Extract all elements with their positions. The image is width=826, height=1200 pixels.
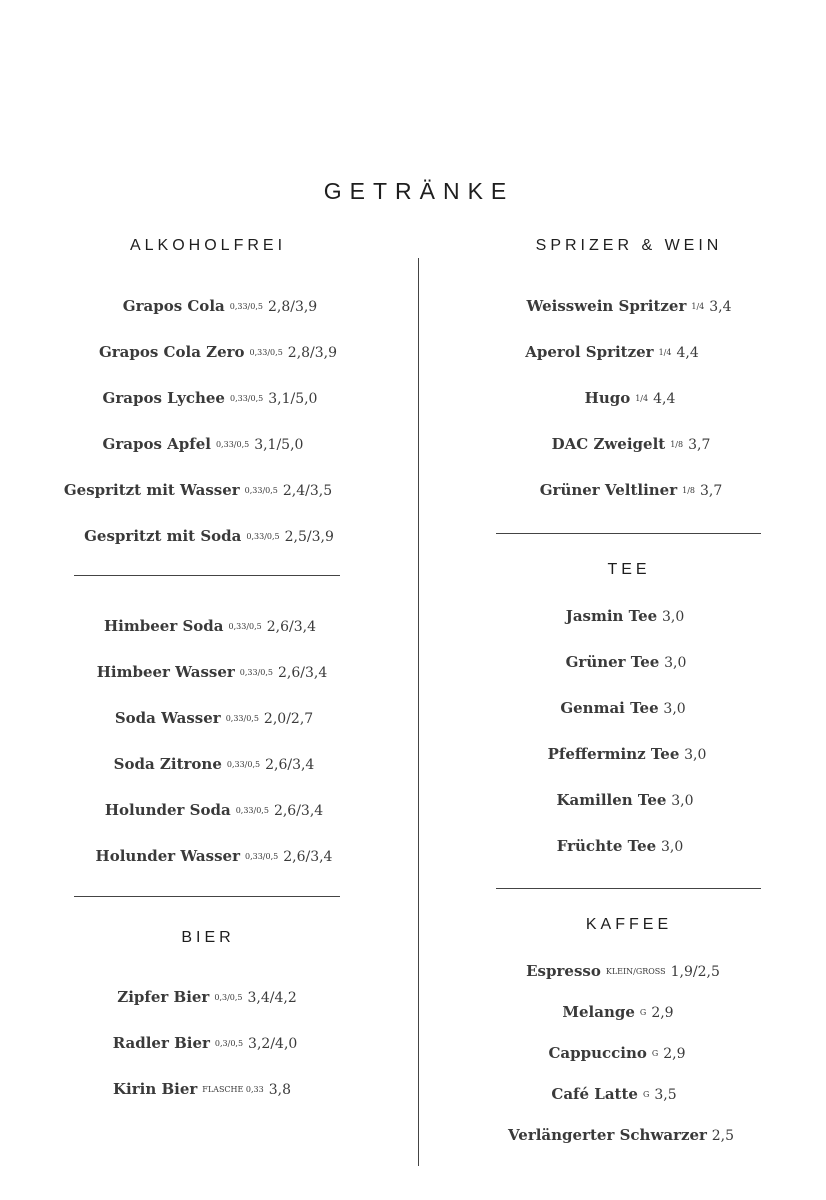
item-name: Aperol Spritzer: [525, 343, 654, 361]
item-name: Soda Wasser: [114, 709, 221, 727]
menu-item: [105, 800, 323, 821]
item-volume: 0,33/0,5: [226, 760, 261, 769]
heading-sprizer-wein: SPRIZER & WEIN: [535, 237, 723, 254]
item-price: 2,6/3,4: [283, 849, 333, 865]
item-name: Holunder Soda: [104, 801, 231, 819]
menu-item: [548, 1043, 685, 1064]
menu-item: [525, 342, 698, 363]
item-price: 3,0: [671, 793, 694, 809]
item-price: 3,1/5,0: [254, 437, 304, 453]
menu-item: [96, 846, 333, 867]
item-price: 3,0: [663, 701, 686, 717]
item-price: 3,4/4,2: [247, 990, 297, 1006]
item-name: Himbeer Wasser: [96, 663, 235, 681]
item-name: Melange: [562, 1003, 635, 1021]
item-price: 2,6/3,4: [265, 757, 315, 773]
item-price: 1,9/2,5: [670, 964, 720, 980]
item-volume: 0,33/0,5: [244, 852, 279, 861]
item-volume: FLASCHE 0,33: [202, 1085, 264, 1094]
menu-item: [540, 480, 723, 501]
item-volume: 0,33/0,5: [215, 440, 250, 449]
menu-item: [103, 434, 304, 455]
item-name: Verlängerter Schwarzer: [508, 1126, 707, 1144]
item-price: 2,5: [711, 1128, 734, 1144]
item-price: 2,6/3,4: [278, 665, 328, 681]
item-name: Espresso: [526, 962, 601, 980]
item-volume: 1/4: [635, 394, 649, 403]
item-price: 3,0: [660, 839, 684, 855]
item-name: Weisswein Spritzer: [526, 297, 687, 315]
menu-item: [123, 296, 317, 317]
menu-item: [551, 1084, 676, 1105]
item-name: Grüner Veltliner: [539, 481, 678, 499]
divider-left-2: [74, 896, 340, 897]
item-price: 2,5/3,9: [284, 529, 334, 545]
item-price: 3,7: [699, 483, 723, 499]
item-price: 3,4: [709, 299, 732, 315]
item-name: Cappuccino: [548, 1044, 647, 1062]
item-volume: 0,33/0,5: [229, 302, 263, 311]
heading-kaffee: KAFFEE: [585, 916, 673, 933]
item-price: 3,1/5,0: [268, 391, 318, 407]
item-volume: 0,33/0,5: [225, 714, 259, 723]
menu-item: [113, 1079, 291, 1100]
menu-item: [103, 388, 318, 409]
menu-item: [566, 606, 685, 627]
item-name: Grapos Apfel: [102, 435, 211, 453]
menu-item: [526, 961, 720, 982]
item-volume: 0,33/0,5: [235, 806, 269, 815]
heading-alkoholfrei: ALKOHOLFREI: [129, 237, 287, 254]
item-name: Genmai Tee: [560, 699, 659, 717]
divider-right-2: [496, 888, 761, 889]
item-name: Café Latte: [551, 1085, 638, 1103]
heading-bier: BIER: [181, 929, 235, 946]
item-volume: 1/4: [691, 302, 705, 311]
item-name: Gespritzt mit Soda: [84, 527, 242, 545]
item-name: Himbeer Soda: [104, 617, 224, 635]
item-volume: G: [639, 1008, 647, 1017]
menu-item: [115, 708, 313, 729]
item-volume: 1/8: [670, 440, 684, 449]
item-price: 2,4/3,5: [282, 483, 333, 499]
menu-item: [557, 836, 684, 857]
item-volume: 0,3/0,5: [214, 993, 243, 1002]
item-price: 3,0: [662, 609, 685, 625]
item-name: Grapos Cola Zero: [98, 343, 245, 361]
menu-item: [104, 616, 316, 637]
item-volume: G: [651, 1049, 659, 1058]
item-volume: 0,33/0,5: [229, 394, 264, 403]
menu-item: [64, 480, 332, 501]
item-price: 2,0/2,7: [263, 711, 314, 727]
menu-item: [113, 1033, 298, 1054]
item-price: 2,8/3,9: [267, 299, 318, 315]
item-volume: 0,3/0,5: [214, 1039, 244, 1048]
menu-item: [99, 342, 337, 363]
item-price: 4,4: [653, 391, 676, 407]
menu-item: [527, 296, 732, 317]
item-price: 2,8/3,9: [287, 345, 338, 361]
item-name: Gespritzt mit Wasser: [63, 481, 240, 499]
item-price: 2,9: [651, 1005, 674, 1021]
item-price: 2,6/3,4: [266, 619, 316, 635]
item-name: Hugo: [584, 389, 631, 407]
item-volume: 0,33/0,5: [239, 668, 274, 677]
menu-item: [84, 526, 334, 547]
item-volume: 0,33/0,5: [249, 348, 283, 357]
item-name: Grüner Tee: [565, 653, 660, 671]
item-name: Früchte Tee: [556, 837, 657, 855]
item-name: Kamillen Tee: [556, 791, 667, 809]
menu-item: [97, 662, 328, 683]
item-price: 4,4: [676, 345, 699, 361]
item-price: 3,7: [688, 437, 711, 453]
column-divider: [418, 258, 419, 1166]
item-name: Zipfer Bier: [117, 988, 210, 1006]
item-price: 2,6/3,4: [273, 803, 324, 819]
item-name: Pfefferminz Tee: [547, 745, 680, 763]
divider-right-1: [496, 533, 761, 534]
item-volume: KLEIN/GROSS: [605, 967, 666, 976]
menu-item: [508, 1125, 734, 1146]
item-price: 3,0: [684, 747, 707, 763]
menu-item: [552, 434, 711, 455]
item-volume: 1/4: [658, 348, 672, 357]
item-price: 3,8: [268, 1082, 291, 1098]
item-price: 3,5: [654, 1087, 677, 1103]
item-price: 2,9: [663, 1046, 686, 1062]
item-name: Jasmin Tee: [565, 607, 658, 625]
menu-item: [117, 987, 296, 1008]
divider-left-1: [74, 575, 340, 576]
item-name: Grapos Cola: [122, 297, 225, 315]
item-name: DAC Zweigelt: [551, 435, 666, 453]
item-name: Radler Bier: [112, 1034, 210, 1052]
item-name: Holunder Wasser: [95, 847, 240, 865]
item-volume: G: [642, 1090, 650, 1099]
item-name: Grapos Lychee: [102, 389, 225, 407]
menu-item: [548, 744, 707, 765]
item-volume: 0,33/0,5: [246, 532, 280, 541]
page-title: GETRÄNKE: [323, 178, 515, 204]
menu-item: [562, 1002, 673, 1023]
menu-item: [560, 698, 685, 719]
item-volume: 0,33/0,5: [244, 486, 278, 495]
item-price: 3,2/4,0: [248, 1036, 298, 1052]
heading-tee: TEE: [607, 561, 651, 578]
menu-item: [566, 652, 687, 673]
menu-item: [585, 388, 676, 409]
item-name: Kirin Bier: [113, 1080, 198, 1098]
item-price: 3,0: [664, 655, 687, 671]
item-volume: 1/8: [682, 486, 695, 495]
menu-item: [557, 790, 694, 811]
item-volume: 0,33/0,5: [228, 622, 262, 631]
menu-item: [114, 754, 315, 775]
item-name: Soda Zitrone: [113, 755, 222, 773]
